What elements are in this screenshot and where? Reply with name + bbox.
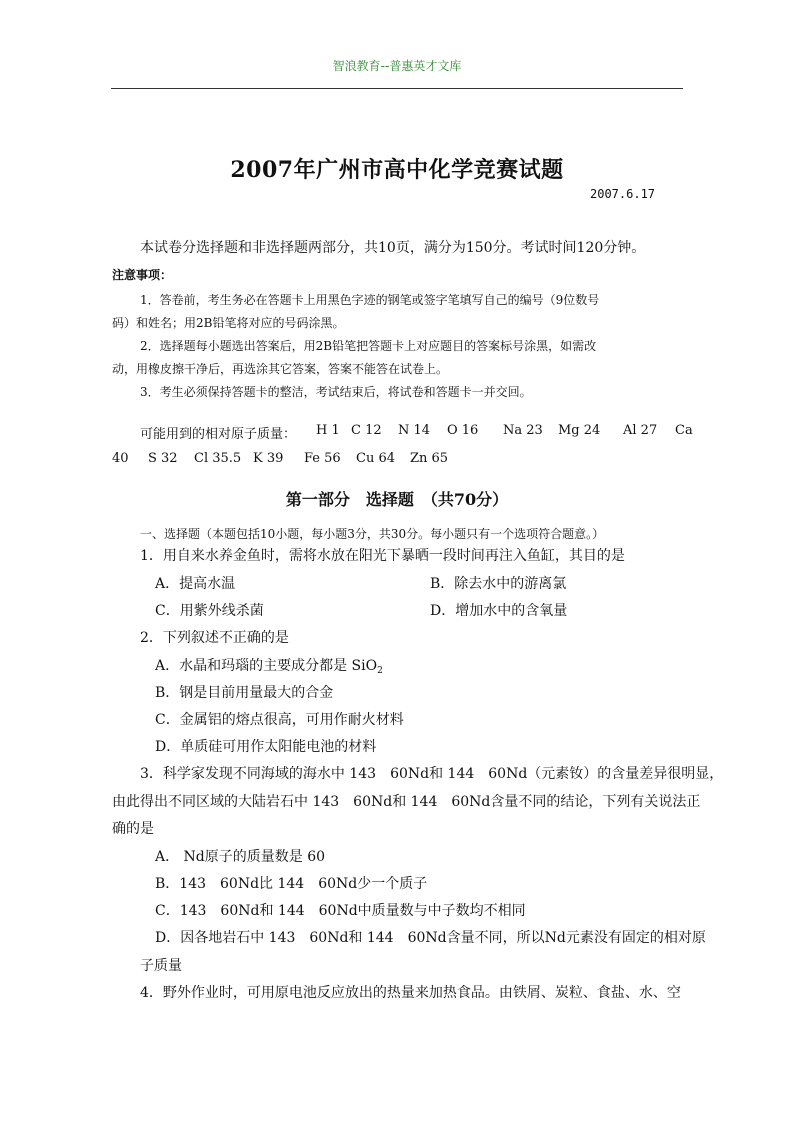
q2-stem: 2．下列叙述不正确的是 [140, 630, 289, 646]
intro-text: 本试卷分选择题和非选择题两部分，共10页，满分为150分。考试时间120分钟。 [140, 240, 646, 256]
q3-option-d-line1: D．因各地岩石中 143 60Nd和 144 60Nd含量不同，所以Nd元素没有固定的相对原 [155, 930, 706, 946]
q2-option-a-subscript: 2 [377, 666, 383, 676]
q3-stem-line2: 由此得出不同区域的大陆岩石中 143 60Nd和 144 60Nd含量不同的结论，下列有关说法正 [112, 794, 701, 810]
mass-c: C 12 [351, 423, 382, 438]
mass-cl: Cl 35.5 [194, 451, 242, 466]
mass-ca-value: 40 [112, 451, 129, 466]
part1-intro: 一、选择题（本题包括10小题，每小题3分，共30分。每小题只有一个选项符合题意。） [140, 527, 605, 541]
q2-option-c: C．金属铝的熔点很高，可用作耐火材料 [155, 712, 404, 728]
notice-title: 注意事项： [112, 268, 173, 282]
page-header: 智浪教育--普惠英才文库 [332, 59, 462, 73]
q3-option-c: C．143 60Nd和 144 60Nd中质量数与中子数均不相同 [155, 903, 526, 919]
q1-stem: 1．用自来水养金鱼时，需将水放在阳光下暴晒一段时间再注入鱼缸，其目的是 [140, 548, 625, 564]
q2-option-a-text: A．水晶和玛瑙的主要成分都是 SiO [155, 658, 378, 674]
q2-option-d: D．单质硅可用作太阳能电池的材料 [155, 739, 377, 755]
q3-option-a: A． Nd原子的质量数是 60 [155, 849, 326, 865]
q3-stem-line3: 确的是 [112, 821, 154, 837]
header-divider [111, 88, 683, 89]
mass-al: Al 27 [623, 423, 658, 438]
mass-na: Na 23 [503, 423, 543, 438]
mass-zn: Zn 65 [410, 451, 449, 466]
notice-2a: 2．选择题每小题选出答案后，用2B铅笔把答题卡上对应题目的答案标号涂黑，如需改 [140, 339, 597, 353]
section-title: 第一部分 选择题 （共70分） [285, 490, 509, 509]
q2-option-a [155, 655, 383, 676]
q1-option-c: C．用紫外线杀菌 [155, 603, 264, 619]
q4-stem: 4．野外作业时，可用原电池反应放出的热量来加热食品。由铁屑、炭粒、食盐、水、空 [140, 985, 681, 1001]
notice-3: 3．考生必须保持答题卡的整洁，考试结束后，将试卷和答题卡一并交回。 [140, 385, 532, 399]
mass-cu: Cu 64 [356, 451, 395, 466]
mass-h: H 1 [316, 423, 340, 438]
exam-date: 2007.6.17 [590, 187, 656, 201]
notice-1b: 码）和姓名；用2B铅笔将对应的号码涂黑。 [112, 316, 345, 330]
mass-o: O 16 [447, 423, 479, 438]
q3-option-d-line2: 子质量 [140, 958, 182, 974]
q2-option-b: B．钢是目前用量最大的合金 [155, 685, 334, 701]
mass-s: S 32 [148, 451, 178, 466]
notice-1a: 1．答卷前，考生务必在答题卡上用黑色字迹的钢笔或签字笔填写自己的编号（9位数号 [140, 293, 600, 307]
mass-mg: Mg 24 [558, 423, 601, 438]
mass-fe: Fe 56 [304, 451, 341, 466]
masses-label: 可能用到的相对原子质量： [140, 427, 297, 442]
q1-option-b: B．除去水中的游离氯 [430, 576, 567, 592]
notice-2b: 动，用橡皮擦干净后，再选涂其它答案，答案不能答在试卷上。 [112, 362, 449, 376]
q3-stem-line1: 3．科学家发现不同海域的海水中 143 60Nd和 144 60Nd（元素钕）的含量差异很明显， [140, 766, 724, 782]
exam-title: 2007年广州市高中化学竞赛试题 [230, 157, 564, 183]
mass-n: N 14 [398, 423, 431, 438]
q1-option-d: D．增加水中的含氧量 [430, 603, 568, 619]
q3-option-b: B．143 60Nd比 144 60Nd少一个质子 [155, 876, 428, 892]
q1-option-a: A．提高水温 [155, 576, 236, 592]
mass-k: K 39 [253, 451, 284, 466]
mass-ca: Ca [675, 423, 693, 438]
